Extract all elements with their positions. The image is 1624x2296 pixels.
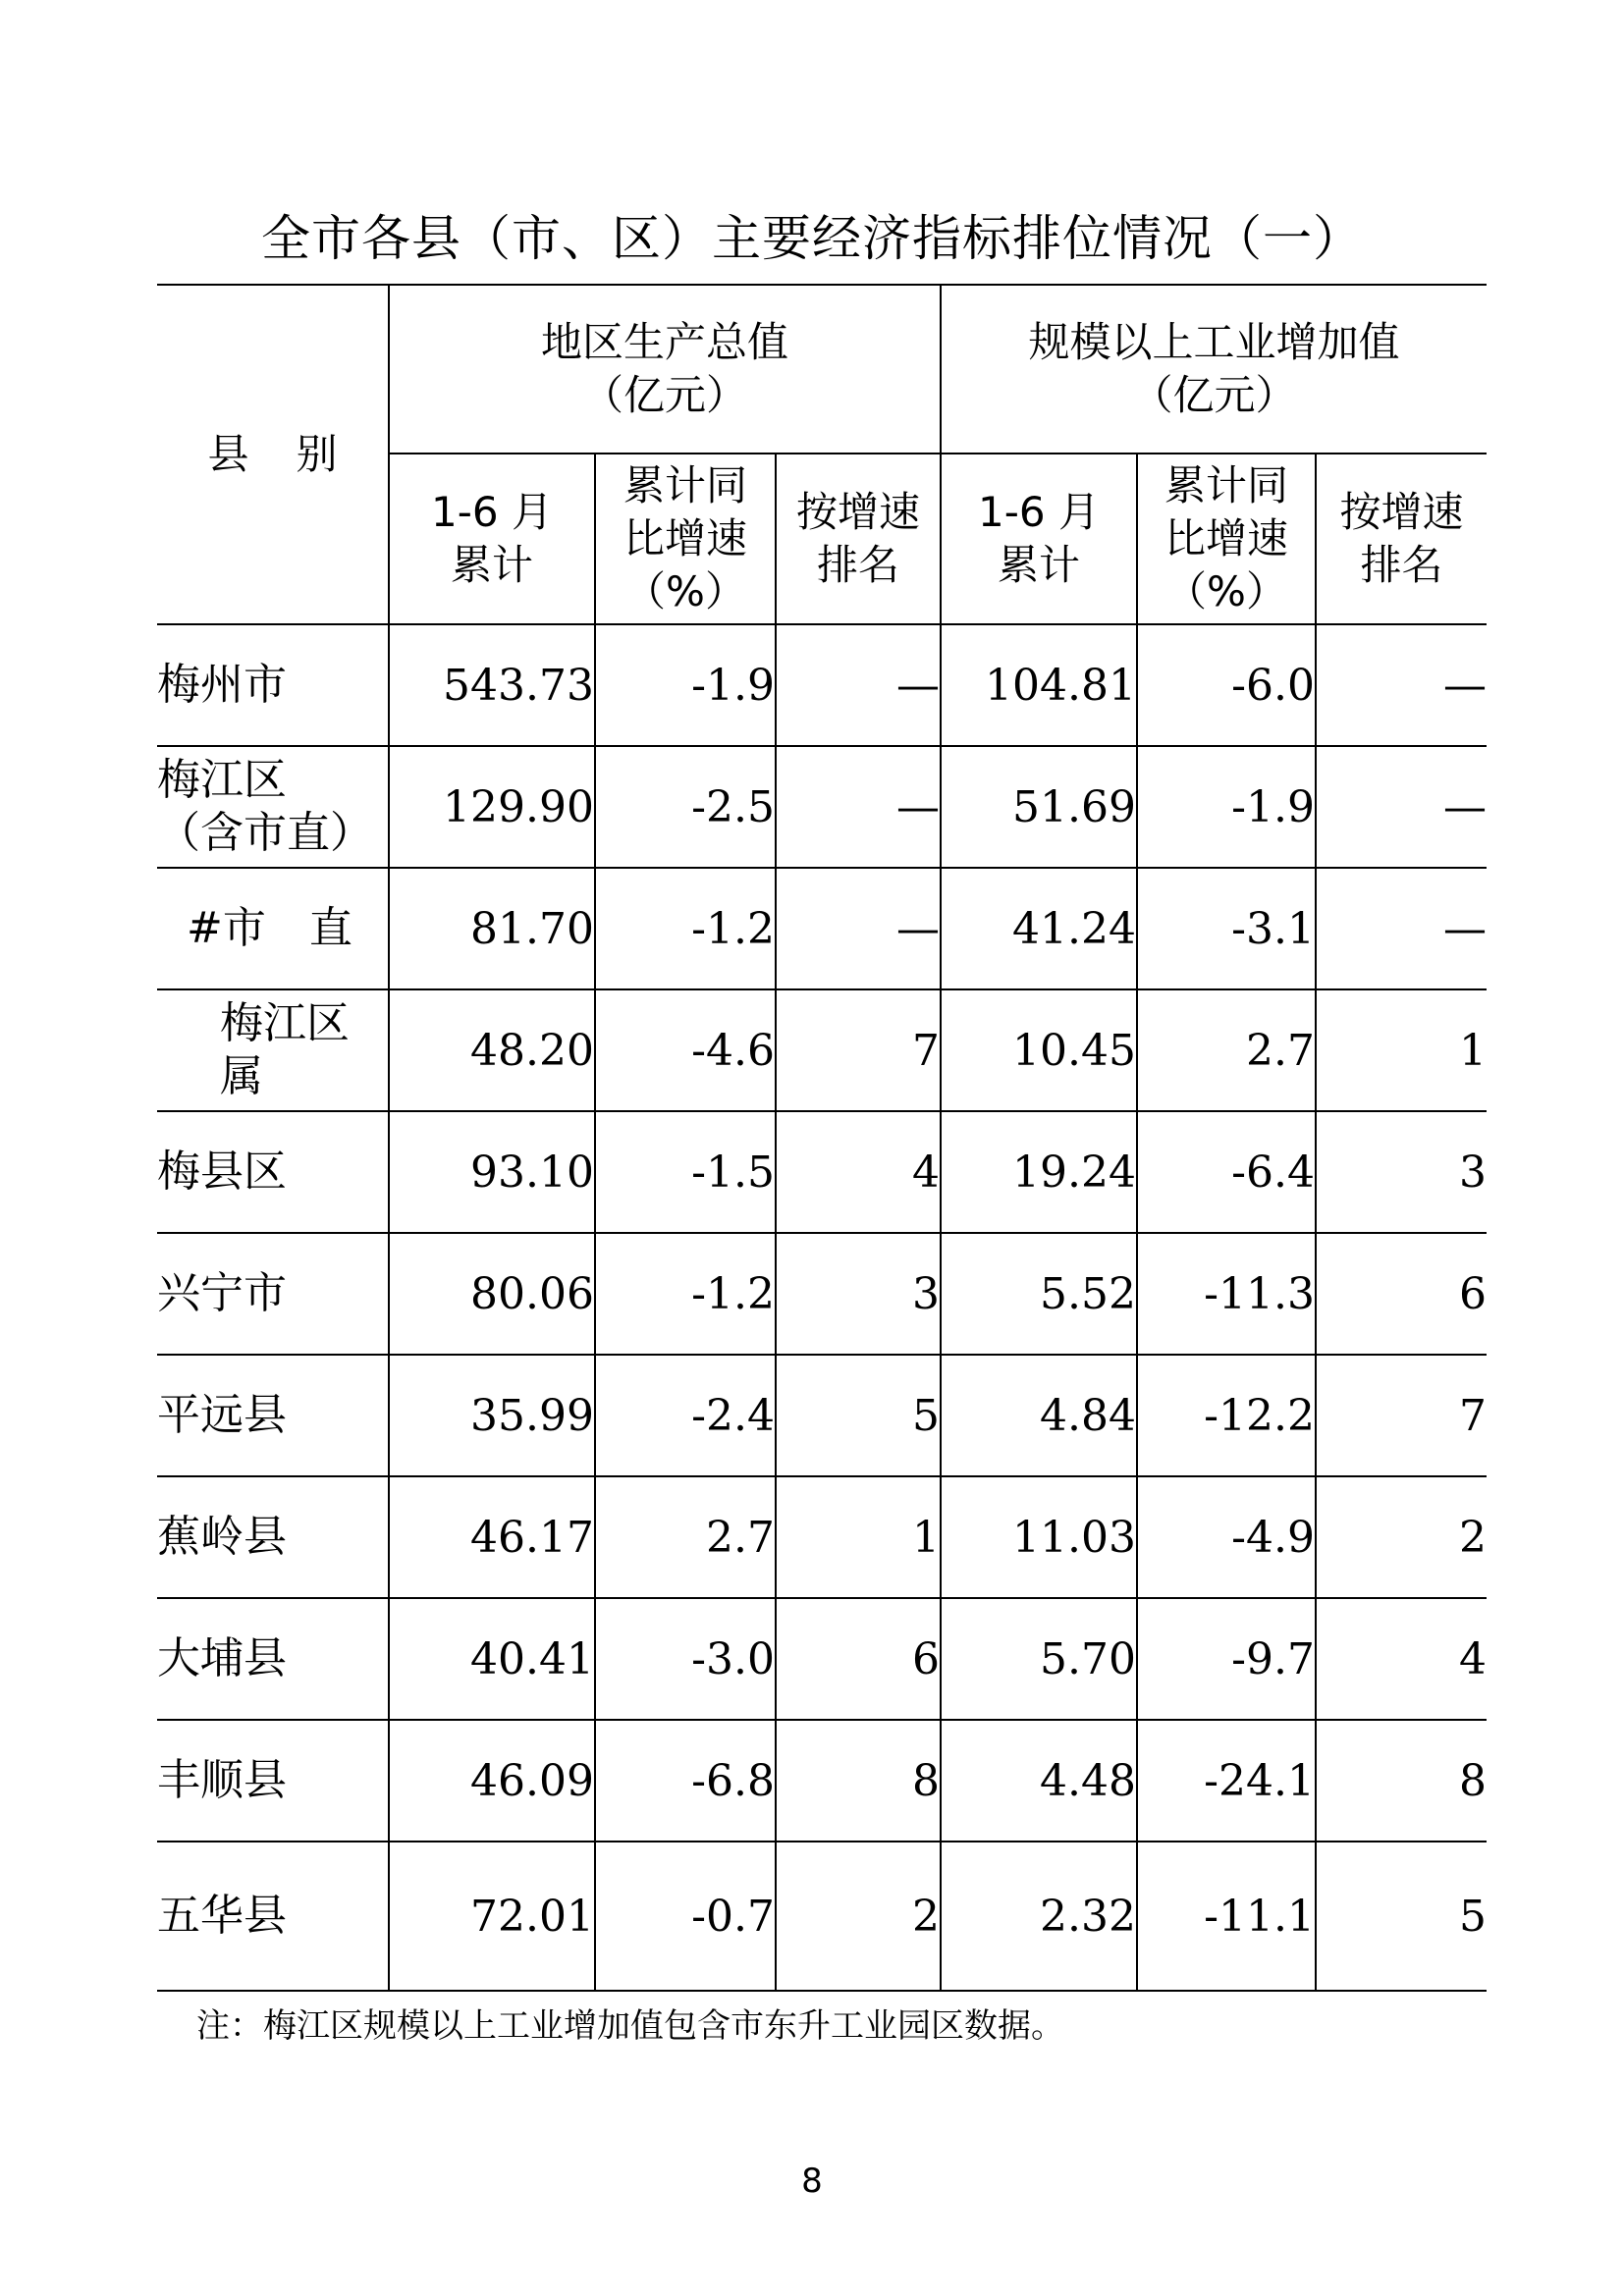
table-cell: 1 (776, 1476, 941, 1598)
subheader-gdp-2: 按增速 排名 (776, 454, 941, 624)
table-cell: -1.9 (595, 624, 776, 746)
table-cell: -4.6 (595, 989, 776, 1111)
table-cell: -1.2 (595, 1233, 776, 1355)
table-footnote: 注：梅江区规模以上工业增加值包含市东升工业园区数据。 (196, 2006, 1064, 2046)
table-cell: -6.0 (1137, 624, 1316, 746)
table-cell: -3.0 (595, 1598, 776, 1720)
table-row (157, 1720, 1487, 1842)
table-cell: 3 (776, 1233, 941, 1355)
table-row (157, 1598, 1487, 1720)
table-cell: -1.2 (595, 868, 776, 989)
subheader-gdp-0: 1-6 月 累计 (389, 454, 595, 624)
table-cell: 543.73 (389, 624, 595, 746)
table-cell: 11.03 (941, 1476, 1137, 1598)
table-cell: 1 (1316, 989, 1487, 1111)
table-cell: 8 (776, 1720, 941, 1842)
table-cell: -11.3 (1137, 1233, 1316, 1355)
county-name: 平远县 (157, 1355, 389, 1476)
county-name: 梅江区 （含市直） (157, 746, 389, 868)
table-cell: 10.45 (941, 989, 1137, 1111)
county-name: 梅县区 (157, 1111, 389, 1233)
table-cell: 80.06 (389, 1233, 595, 1355)
table-cell: -12.2 (1137, 1355, 1316, 1476)
table-cell: 6 (776, 1598, 941, 1720)
table-cell: 3 (1316, 1111, 1487, 1233)
table-cell: 2.7 (1137, 989, 1316, 1111)
table-row (157, 1842, 1487, 1991)
table-cell: 4.84 (941, 1355, 1137, 1476)
table-cell: 41.24 (941, 868, 1137, 989)
table-cell: 48.20 (389, 989, 595, 1111)
table-cell: 51.69 (941, 746, 1137, 868)
table-cell: -9.7 (1137, 1598, 1316, 1720)
table-cell: -2.5 (595, 746, 776, 868)
county-name: 兴宁市 (157, 1233, 389, 1355)
table-cell: 2 (776, 1842, 941, 1991)
table-cell: — (776, 624, 941, 746)
table-cell: 6 (1316, 1233, 1487, 1355)
table-row (157, 1111, 1487, 1233)
industry-group-header: 规模以上工业增加值 （亿元） (941, 285, 1487, 454)
county-name: #市 直 (157, 868, 389, 989)
table-cell: 40.41 (389, 1598, 595, 1720)
table-cell: -0.7 (595, 1842, 776, 1991)
table-cell: 7 (1316, 1355, 1487, 1476)
county-name: 蕉岭县 (157, 1476, 389, 1598)
table-cell: 5 (1316, 1842, 1487, 1991)
table-cell: — (1316, 746, 1487, 868)
table-cell: 4.48 (941, 1720, 1137, 1842)
table-cell: 46.17 (389, 1476, 595, 1598)
economic-indicators-table (157, 284, 1487, 1992)
table-cell: 81.70 (389, 868, 595, 989)
table-cell: 129.90 (389, 746, 595, 868)
table-cell: 19.24 (941, 1111, 1137, 1233)
table-cell: 93.10 (389, 1111, 595, 1233)
table-cell: — (776, 868, 941, 989)
table-row (157, 1355, 1487, 1476)
table-cell: — (1316, 624, 1487, 746)
table-cell: 8 (1316, 1720, 1487, 1842)
page-title: 全市各县（市、区）主要经济指标排位情况（一） (261, 210, 1363, 267)
table-row (157, 868, 1487, 989)
table-cell: 4 (776, 1111, 941, 1233)
table-cell: -11.1 (1137, 1842, 1316, 1991)
table-cell: 46.09 (389, 1720, 595, 1842)
subheader-industry-0: 1-6 月 累计 (941, 454, 1137, 624)
county-name: 梅江区属 (157, 989, 389, 1111)
gdp-group-header: 地区生产总值 （亿元） (389, 285, 941, 454)
table-row (157, 989, 1487, 1111)
table-cell: -3.1 (1137, 868, 1316, 989)
table-cell: 72.01 (389, 1842, 595, 1991)
table-cell: 2.7 (595, 1476, 776, 1598)
subheader-gdp-1: 累计同 比增速 （%） (595, 454, 776, 624)
table-cell: — (1316, 868, 1487, 989)
county-header: 县 别 (157, 285, 389, 624)
table-cell: 5.70 (941, 1598, 1137, 1720)
table-cell: 7 (776, 989, 941, 1111)
table-cell: 2.32 (941, 1842, 1137, 1991)
table-cell: -1.9 (1137, 746, 1316, 868)
table-cell: 5 (776, 1355, 941, 1476)
table-cell: -6.8 (595, 1720, 776, 1842)
subheader-industry-2: 按增速 排名 (1316, 454, 1487, 624)
table-cell: -2.4 (595, 1355, 776, 1476)
table-cell: 104.81 (941, 624, 1137, 746)
page-number: 8 (801, 2162, 823, 2201)
table-cell: -6.4 (1137, 1111, 1316, 1233)
table-cell: -4.9 (1137, 1476, 1316, 1598)
county-name: 丰顺县 (157, 1720, 389, 1842)
table-row (157, 746, 1487, 868)
subheader-industry-1: 累计同 比增速 （%） (1137, 454, 1316, 624)
table-cell: -24.1 (1137, 1720, 1316, 1842)
table-cell: -1.5 (595, 1111, 776, 1233)
table-row (157, 1476, 1487, 1598)
table-cell: 35.99 (389, 1355, 595, 1476)
table-row (157, 624, 1487, 746)
table-cell: 2 (1316, 1476, 1487, 1598)
county-name: 梅州市 (157, 624, 389, 746)
table-row (157, 1233, 1487, 1355)
table-cell: 4 (1316, 1598, 1487, 1720)
county-name: 大埔县 (157, 1598, 389, 1720)
table-cell: — (776, 746, 941, 868)
county-name: 五华县 (157, 1842, 389, 1991)
table-cell: 5.52 (941, 1233, 1137, 1355)
